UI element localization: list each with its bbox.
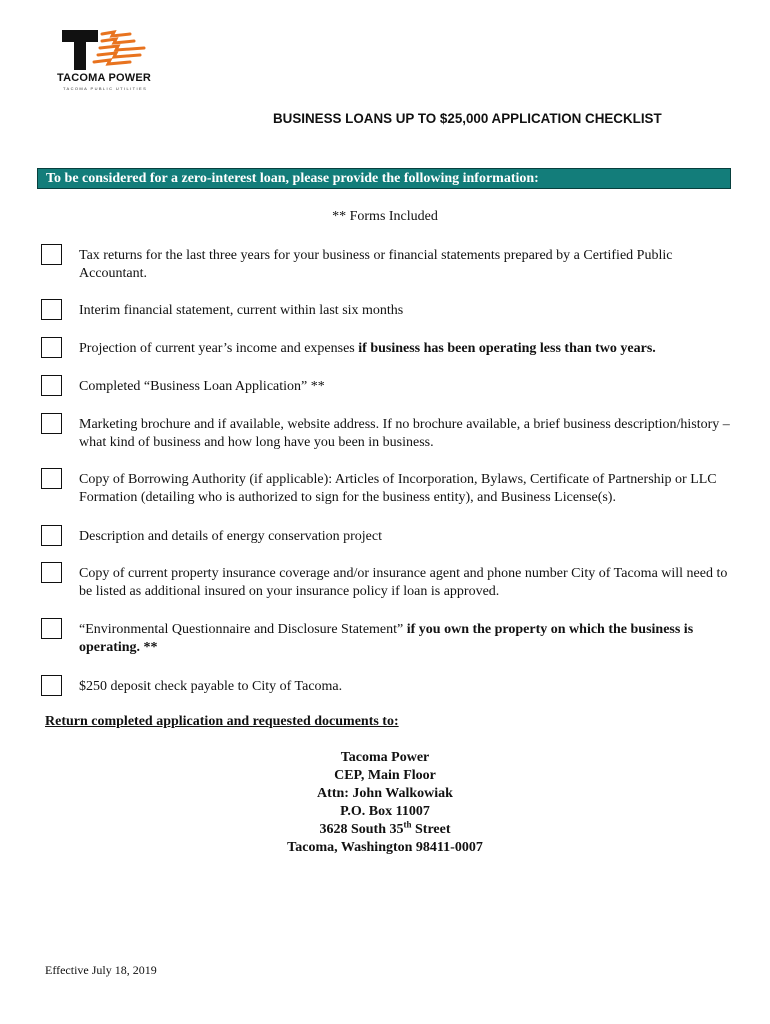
address-line: Attn: John Walkowiak [317,786,453,801]
checkbox[interactable] [41,375,62,396]
checkbox[interactable] [41,413,62,434]
checkbox[interactable] [41,525,62,546]
checklist-item-text: Copy of current property insurance coverage and/or insurance agent and phone number City of Tacoma will need to be listed as additional insured on your insurance policy if loan is approved. [79,566,728,599]
checkbox[interactable] [41,618,62,639]
tacoma-power-logo [55,28,155,92]
checklist-item-text: “Environmental Questionnaire and Disclosure Statement” if you own the property on which the business is operating. ** [79,622,694,655]
address-line: Tacoma, Washington 98411-0007 [287,840,483,855]
checkbox[interactable] [41,562,62,583]
checklist-item-text: Completed “Business Loan Application” ** [79,379,325,394]
checklist-item-text: Interim financial statement, current within last six months [79,303,404,318]
address-line: P.O. Box 11007 [340,804,430,819]
checkbox[interactable] [41,675,62,696]
forms-included-note: ** Forms Included [332,209,438,224]
instruction-banner [37,168,731,189]
banner-text: To be considered for a zero-interest loan, please provide the following information: [46,171,539,186]
checklist-item-text: Projection of current year’s income and expenses if business has been operating less than two years. [79,341,656,356]
mailing-address [0,749,770,857]
t-bolt-logo-icon [60,28,150,72]
address-line: 3628 South 35th Street [319,819,451,837]
address-line: Tacoma Power [340,750,430,765]
logo-wordmark: TACOMA POWER [57,72,152,84]
page-title: BUSINESS LOANS UP TO $25,000 APPLICATION CHECKLIST [273,111,662,126]
checklist-item-text: $250 deposit check payable to City of Tacoma. [79,679,343,694]
checkbox[interactable] [41,299,62,320]
effective-date: Effective July 18, 2019 [45,963,157,977]
return-instructions-heading: Return completed application and requested documents to: [45,714,399,729]
checkbox[interactable] [41,244,62,265]
logo-subtitle: TACOMA PUBLIC UTILITIES [63,86,148,91]
checklist-item-text: Copy of Borrowing Authority (if applicable): Articles of Incorporation, Bylaws, Certificate of Partnership or LLC Formation (detailing who is authorized to sign for the business entity), and Business License(s). [79,472,717,505]
checkbox[interactable] [41,337,62,358]
address-line: CEP, Main Floor [334,768,436,783]
checklist-item-text: Tax returns for the last three years for your business or financial statements prepared by a Certified Public Accountant. [79,248,673,281]
checkbox[interactable] [41,468,62,489]
checklist-item-text: Description and details of energy conservation project [79,529,382,544]
checklist-item-text: Marketing brochure and if available, website address. If no brochure available, a brief business description/history – what kind of business and how long have you been in business. [79,417,730,450]
